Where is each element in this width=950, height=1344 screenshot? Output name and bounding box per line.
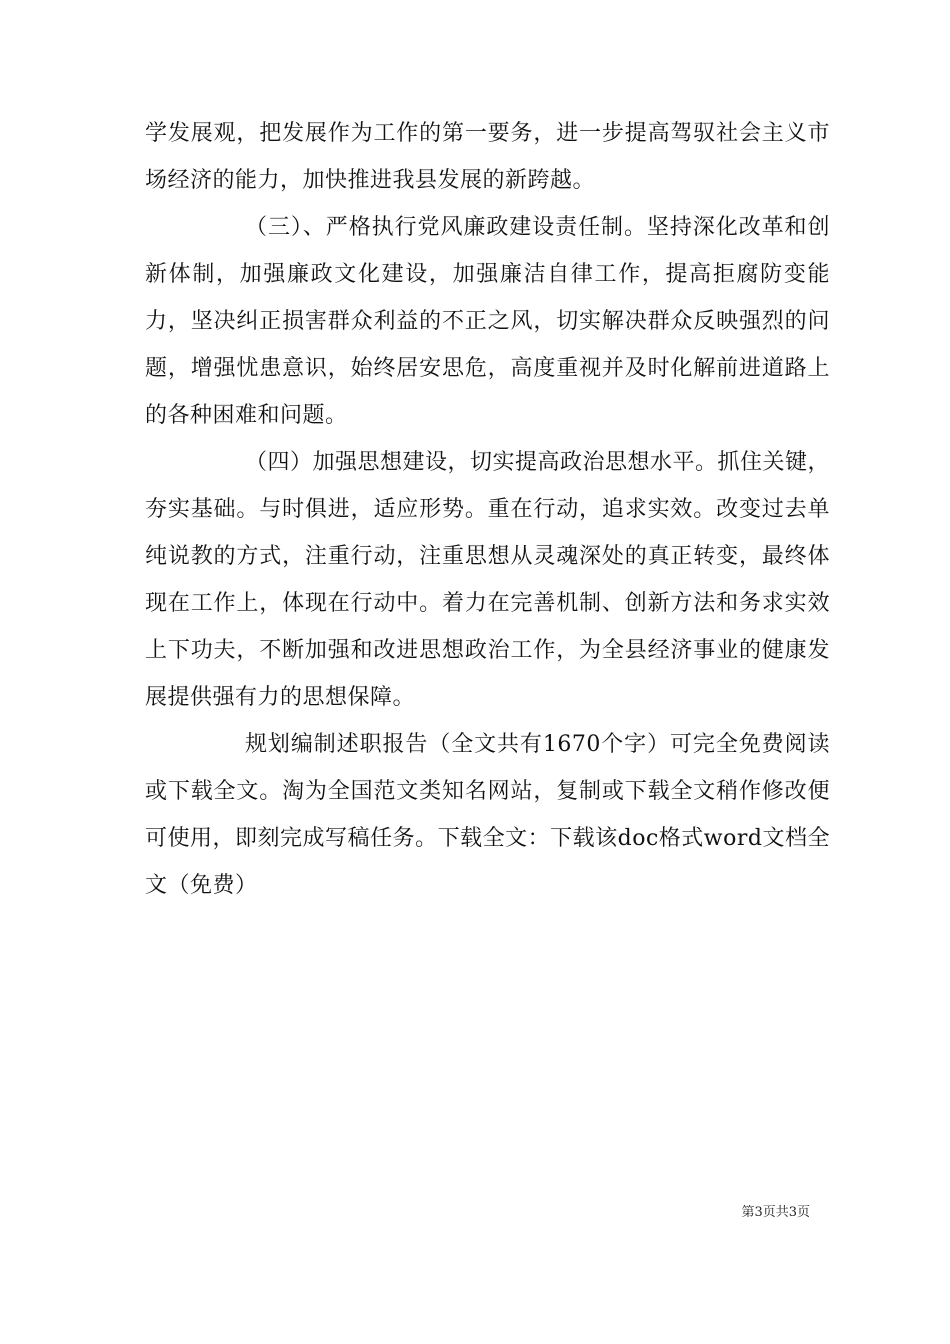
paragraph-section-four: （四）加强思想建设，切实提高政治思想水平。抓住关键，夯实基础。与时俱进，适应形势。重在行动，追求实效。改变过去单纯说教的方式，注重行动，注重思想从灵魂深处的真正转变，最终体现在工作上，体现在行动中。着力在完善机制、创新方法和务求实效上下功夫，不断加强和改进思想政治工作，为全县经济事业的健康发展提供强有力的思想保障。: [145, 450, 831, 710]
paragraph-continuation: 学发展观，把发展作为工作的第一要务，进一步提高驾驭社会主义市场经济的能力，加快推进我县发展的新跨越。: [145, 121, 830, 193]
paragraph-section-three: （三）、严格执行党风廉政建设责任制。坚持深化改革和创新体制，加强廉政文化建设，加强廉洁自律工作，提高拒腐防变能力，坚决纠正损害群众利益的不正之风，切实解决群众反映强烈的问题，增强忧患意识，始终居安思危，高度重视并及时化解前进道路上的各种困难和问题。: [145, 215, 830, 428]
page-number-footer: 第3页共3页: [741, 1205, 810, 1220]
document-body: [145, 110, 830, 909]
paragraph-download-note: 规划编制述职报告（全文共有1670个字）可完全免费阅读或下载全文。淘为全国范文类知名网站，复制或下载全文稍作修改便可使用，即刻完成写稿任务。下载全文：下载该doc格式word文档全文（免费）: [145, 732, 830, 898]
